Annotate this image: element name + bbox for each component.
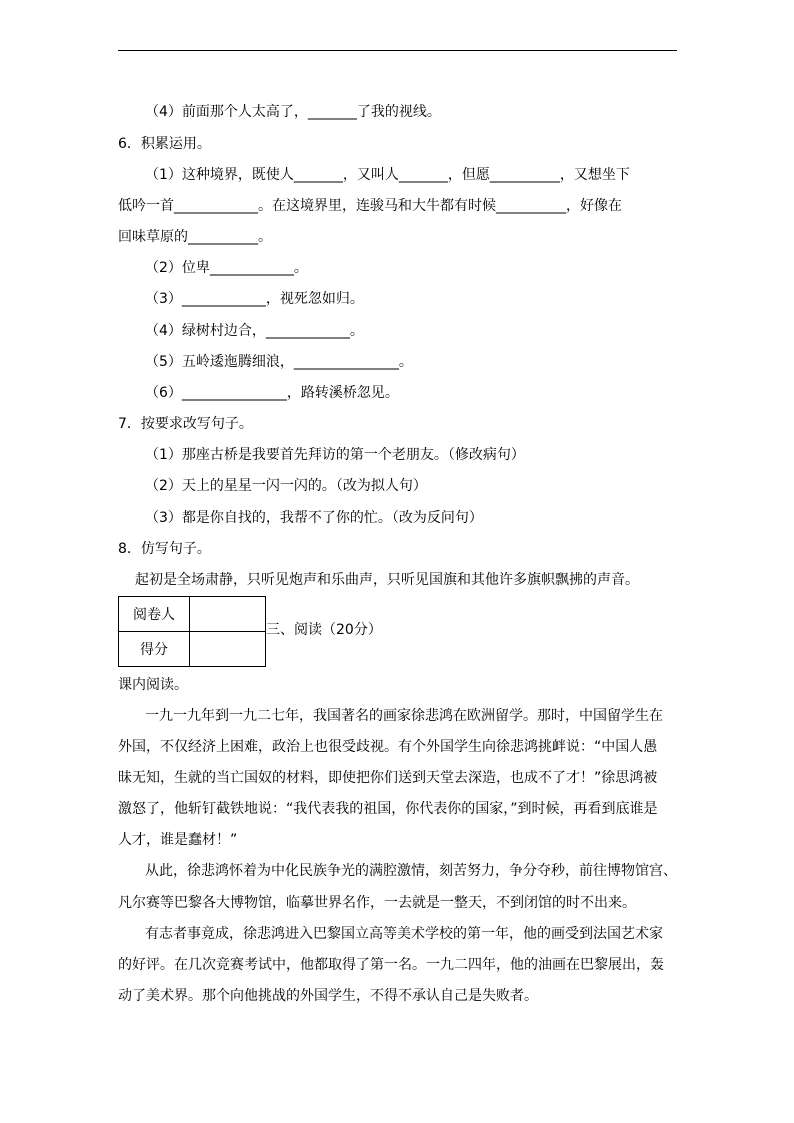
score-table: [118, 596, 266, 667]
score-label: 得分: [119, 632, 190, 667]
passage-line: 昧无知，生就的当亡国奴的材料，即使把你们送到天堂去深造，也成不了才！”徐思鸿被: [118, 770, 658, 786]
passage-line: 动了美术界。那个向他挑战的外国学生，不得不承认自己是失败者。: [118, 988, 538, 1004]
q6-item4: （4）绿树村边合，____________。: [145, 323, 364, 339]
passage-line: 从此，徐悲鸿怀着为中化民族争光的满腔激情，刻苦努力，争分夺秒，前往博物馆宫、: [145, 863, 677, 879]
passage-line: 有志者事竟成，徐悲鸿进入巴黎国立高等美术学校的第一年，他的画受到法国艺术家: [145, 926, 663, 942]
passage-line: 人才，谁是蠢材！”: [118, 832, 238, 848]
q7-item3: （3）都是你自找的，我帮不了你的忙。（改为反问句）: [145, 510, 483, 526]
q8-title: 8．仿写句子。: [118, 541, 211, 557]
q6-item1-line2: 低吟一首____________。在这境界里，连骏马和大牛都有时候__________，好像在: [118, 198, 622, 214]
q6-item5: （5）五岭逶迤腾细浪，_______________。: [145, 354, 413, 370]
passage-line: 一九一九年到一九二七年，我国著名的画家徐悲鸿在欧洲留学。那时，中国留学生在: [145, 708, 663, 724]
score-value: [190, 632, 266, 667]
q8-sentence: 起初是全场肃静，只听见炮声和乐曲声，只听见国旗和其他许多旗帜飘拂的声音。: [135, 572, 639, 588]
q6-item6: （6）_______________，路转溪桥忽见。: [145, 385, 399, 401]
q7-item1: （1）那座古桥是我要首先拜访的第一个老朋友。（修改病句）: [145, 447, 525, 463]
grader-label: 阅卷人: [119, 597, 190, 632]
q6-item1-line1: （1）这种境界，既使人_______，又叫人_______，但愿__________，又想坐下: [145, 167, 630, 183]
q5-item4: （4）前面那个人太高了，_______了我的视线。: [145, 104, 441, 120]
passage-line: 的好评。在几次竞赛考试中，他都取得了第一名。一九二四年，他的油画在巴黎展出，轰: [118, 957, 664, 973]
passage-line: 外国，不仅经济上困难，政治上也很受歧视。有个外国学生向徐悲鸿挑衅说：“中国人愚: [118, 739, 658, 755]
passage-line: 凡尔赛等巴黎各大博物馆，临摹世界名作，一去就是一整天，不到闭馆的时不出来。: [118, 895, 636, 911]
passage-line: 激怒了，他斩钉截铁地说：“我代表我的祖国，你代表你的国家，”到时候，再看到底谁是: [118, 801, 658, 817]
section3-title: 三、阅读（20分）: [266, 622, 382, 638]
header-rule: [118, 50, 677, 51]
q6-title: 6．积累运用。: [118, 136, 211, 152]
q6-item2: （2）位卑____________。: [145, 260, 308, 276]
reading-intro: 课内阅读。: [118, 677, 188, 693]
q7-item2: （2）天上的星星一闪一闪的。（改为拟人句）: [145, 478, 427, 494]
q6-item1-line3: 回味草原的__________。: [118, 229, 272, 245]
q7-title: 7．按要求改写句子。: [118, 416, 253, 432]
q6-item3: （3）____________，视死忽如归。: [145, 291, 364, 307]
grader-value: [190, 597, 266, 632]
